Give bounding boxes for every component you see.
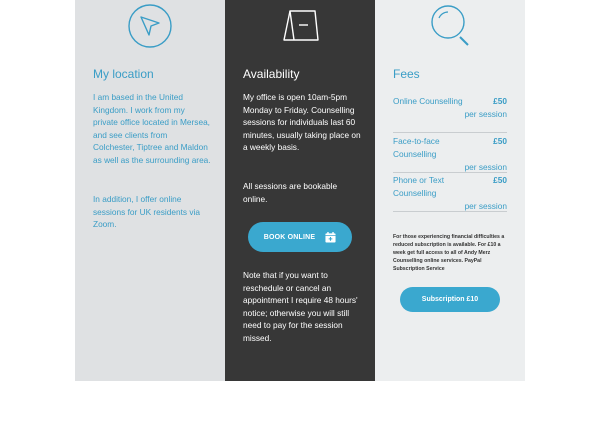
navigation-arrow-icon bbox=[127, 2, 173, 48]
fee-name: Face-to-face Counselling bbox=[393, 136, 440, 159]
book-online-button[interactable] bbox=[248, 222, 352, 252]
subscription-button[interactable]: Subscription £10 bbox=[400, 287, 500, 312]
fee-price: £50 bbox=[493, 175, 507, 185]
availability-heading: Availability bbox=[243, 67, 300, 81]
location-heading: My location bbox=[93, 67, 154, 81]
calendar-plus-icon bbox=[325, 232, 336, 243]
fee-unit: per session bbox=[464, 161, 507, 172]
info-columns bbox=[75, 0, 525, 381]
cancellation-policy-text: Note that if you want to reschedule or cancel an appointment I require 48 hours' notice; otherwise you will still need to pay for the session missed. bbox=[243, 270, 358, 343]
book-online-label: BOOK ONLINE bbox=[263, 233, 316, 241]
fee-price: £50 bbox=[493, 96, 507, 106]
fees-heading: Fees bbox=[393, 67, 420, 81]
availability-column bbox=[225, 0, 375, 381]
fee-price: £50 bbox=[493, 136, 507, 146]
fee-item-phone-text bbox=[393, 174, 507, 212]
fee-item-face-to-face bbox=[393, 135, 507, 173]
fee-name: Phone or Text Counselling bbox=[393, 175, 445, 198]
subscription-note: For those experiencing financial difficulties a reduced subscription is available. For £10 a week get full access to all of Andy Merz Counselling online services. PayPal Subscription Service bbox=[393, 234, 505, 272]
location-column bbox=[75, 0, 225, 381]
online-sessions-text: In addition, I offer online sessions for UK residents via Zoom. bbox=[93, 194, 200, 230]
tent-card-icon bbox=[277, 2, 323, 48]
office-hours-text: My office is open 10am-5pm Monday to Friday. Counselling sessions for individuals last 60 minutes, usually taking place on a weekly basis. bbox=[243, 92, 361, 153]
fee-unit: per session bbox=[464, 108, 507, 119]
magnifier-icon bbox=[427, 2, 473, 48]
fee-item-online bbox=[393, 95, 507, 133]
fee-name: Online Counselling bbox=[393, 96, 463, 106]
fee-unit: per session bbox=[464, 200, 507, 211]
location-description: I am based in the United Kingdom. I work from my private office located in Mersea, and see clients from Colchester, Tiptree and Maldon as well as the surrounding area. bbox=[93, 92, 211, 165]
bookable-text: All sessions are bookable online. bbox=[243, 181, 338, 204]
fees-column bbox=[375, 0, 525, 381]
